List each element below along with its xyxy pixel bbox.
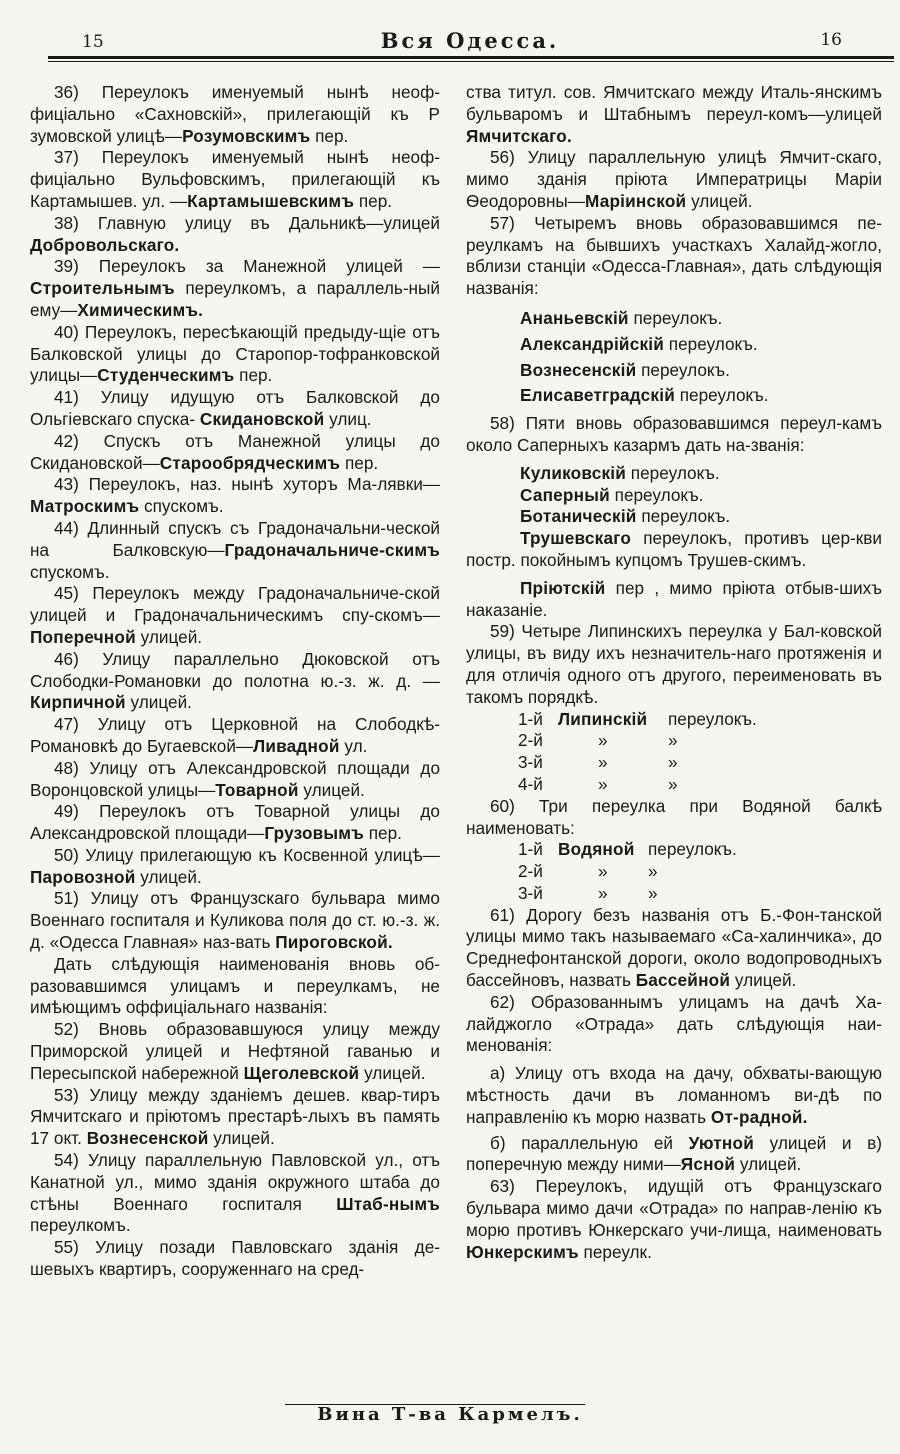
header-rule-thick	[48, 56, 894, 59]
footer-advert: Вина Т-ва Кармелъ.	[317, 1404, 583, 1425]
item-62: 62) Образованнымъ улицамъ на дачѣ Ха-лайджогло «Отрада» дать слѣдующія наи-менованія:	[466, 991, 882, 1056]
item-55-continued: ства титул. сов. Ямчитскаго между Италь-янскимъ бульваромъ и Штабнымъ переул-комъ—улицей Ямчитскаго.	[466, 82, 882, 146]
item-62a: а) Улицу отъ входа на дачу, обхваты-вающую мѣстность дачи въ ломанномъ ви-дѣ по направленію къ морю назвать От-радной.	[466, 1063, 882, 1127]
list-item: 3-й » »	[518, 752, 678, 773]
item-40: 40) Переулокъ, пересѣкающій предыду-щіе отъ Балковской улицы до Старопор-тофранковской улицы—Студенческимъ пер.	[30, 321, 440, 386]
item-44: 44) Длинный спускъ съ Градоначальни-ческой на Балковскую—Градоначальниче-скимъ спускомъ.	[30, 517, 440, 582]
lane-saperny: Саперный переулокъ.	[520, 484, 704, 505]
header-rule-thin	[48, 61, 894, 62]
item-45: 45) Переулокъ между Градоначальниче-ской улицей и Градоначальническимъ спу-скомъ—Поперечной улицей.	[30, 583, 440, 647]
vodyanoy-list	[466, 839, 882, 904]
list-item: 3-й » »	[518, 882, 658, 903]
item-51: 51) Улицу отъ Французскаго бульвара мимо Военнаго госпиталя и Куликова поля до ст. ю.-з. ж. д. «Одесса Главная» наз-вать Пироговской.	[30, 888, 440, 953]
item-39: 39) Переулокъ за Манежной улицей — Строительнымъ переулкомъ, а параллель-ный ему—Химическимъ.	[30, 256, 440, 320]
running-title: Вся Одесса.	[380, 28, 560, 53]
item-52: 52) Вновь образовавшуюся улицу между Приморской улицей и Нефтяной гаванью и Пересыпской набережной Щеголевской улицей.	[30, 1019, 440, 1083]
left-column	[30, 82, 440, 1281]
intro-paragraph: Дать слѣдующія наименованія вновь об-разовавшимся улицамъ и переулкамъ, не имѣющимъ оффиціальнаго названія:	[30, 953, 440, 1018]
item-61: 61) Дорогу безъ названія отъ Б.-Фон-танской улицы мимо такъ называемаго «Са-халинчика», до Среднефонтанской дороги, около водопроводныхъ бассейновъ, назвать Бассейной улицей.	[466, 904, 882, 991]
lane-voznesensky: Вознесенскій переулокъ.	[520, 359, 730, 380]
item-50: 50) Улицу прилегающую къ Косвенной улицѣ—Паровозной улицей.	[30, 844, 440, 887]
item-53: 53) Улицу между зданіемъ дешев. квар-тиръ Ямчитскаго и пріютомъ престарѣ-лыхъ въ память 17 окт. Вознесенской улицей.	[30, 1084, 440, 1149]
item-36: 36) Переулокъ именуемый нынѣ неоф-фиціально «Сахновскій», прилегающій къ Р зумовской улицѣ—Розумовскимъ пер.	[30, 82, 440, 146]
lane-priutsky: Пріютскій пер , мимо пріюта отбыв-шихъ наказаніе.	[466, 577, 882, 620]
list-item: 4-й » »	[518, 773, 678, 794]
list-item: 2-й » »	[518, 861, 658, 882]
lane-elisavetgradsky: Елисаветградскій переулокъ.	[520, 385, 769, 406]
item-55: 55) Улицу позади Павловскаго зданія де-шевыхъ квартиръ, сооруженнаго на сред-	[30, 1237, 440, 1280]
list-item: 1-й Липинскій переулокъ.	[518, 708, 757, 729]
lipinsky-list	[466, 709, 882, 796]
lane-ananevsky: Ананьевскій переулокъ.	[520, 307, 723, 328]
item-48: 48) Улицу отъ Александровской площади до Воронцовской улицы—Товарной улицей.	[30, 757, 440, 800]
item-62b: б) параллельную ей Уютной улицей и в) поперечную между ними—Ясной улицей.	[466, 1132, 882, 1175]
item-38: 38) Главную улицу въ Дальникѣ—улицей Добровольскаго.	[30, 212, 440, 255]
item-57: 57) Четыремъ вновь образовавшимся пе-реулкамъ на бывшихъ участкахъ Халайд-жогло, вблизи станціи «Одесса-Главная», дать слѣдующія названія:	[466, 212, 882, 299]
item-43: 43) Переулокъ, наз. нынѣ хуторъ Ма-лявки—Матроскимъ спускомъ.	[30, 474, 440, 517]
item-42: 42) Спускъ отъ Манежной улицы до Скидановской—Старообрядческимъ пер.	[30, 430, 440, 473]
item-49: 49) Переулокъ отъ Товарной улицы до Александровской площади—Грузовымъ пер.	[30, 801, 440, 844]
page-header	[48, 28, 892, 58]
item-47: 47) Улицу отъ Церковной на Слободкѣ-Романовкѣ до Бугаевской—Ливадной ул.	[30, 714, 440, 756]
item-58: 58) Пяти вновь образовавшимся переул-камъ около Саперныхъ казармъ дать на-званія:	[466, 413, 882, 455]
lane-botanichesky: Ботаническій переулокъ.	[520, 506, 731, 527]
item-59: 59) Четыре Липинскихъ переулка у Бал-ковской улицы, въ виду ихъ незначитель-наго протяженія и для отличія одного отъ другого, переименовать въ такомъ порядкѣ.	[466, 621, 882, 707]
page-number-left: 15	[82, 32, 104, 52]
list-item: 1-й Водяной переулокъ.	[518, 839, 737, 860]
item-46: 46) Улицу параллельно Дюковской отъ Слободки-Романовки до полотна ю.-з. ж. д. —Кирпичной улицей.	[30, 648, 440, 713]
right-column	[466, 82, 882, 1263]
list-item: 2-й » »	[518, 730, 678, 751]
item-37: 37) Переулокъ именуемый нынѣ неоф-фиціально Вульфовскимъ, прилегающій къ Картамышев. ул. —Картамышевскимъ пер.	[30, 147, 440, 211]
page-number-right: 16	[820, 30, 842, 50]
item-56: 56) Улицу параллельную улицѣ Ямчит-скаго, мимо зданія пріюта Императрицы Маріи Ѳеодоровны—Маріинской улицей.	[466, 147, 882, 211]
lane-kulikovsky: Куликовскій переулокъ.	[520, 462, 720, 483]
item-54: 54) Улицу параллельную Павловской ул., отъ Канатной ул., мимо зданія окружного штаба до стѣны Военнаго госпиталя Штаб-нымъ переулкомъ.	[30, 1150, 440, 1236]
item-63: 63) Переулокъ, идущій отъ Французскаго бульвара мимо дачи «Отрада» по направ-ленію къ морю противъ Юнкерскаго учи-лища, наименовать Юнкерскимъ переулк.	[466, 1176, 882, 1262]
item-41: 41) Улицу идущую отъ Балковской до Ольгіевскаго спуска- Скидановской улиц.	[30, 387, 440, 429]
lane-trushevsky: Трушевскаго переулокъ, противъ цер-кви постр. покойнымъ купцомъ Трушев-скимъ.	[466, 528, 882, 570]
lane-aleksandriysky: Александрійскій переулокъ.	[520, 333, 758, 354]
item-60: 60) Три переулка при Водяной балкѣ наименовать:	[466, 795, 882, 838]
